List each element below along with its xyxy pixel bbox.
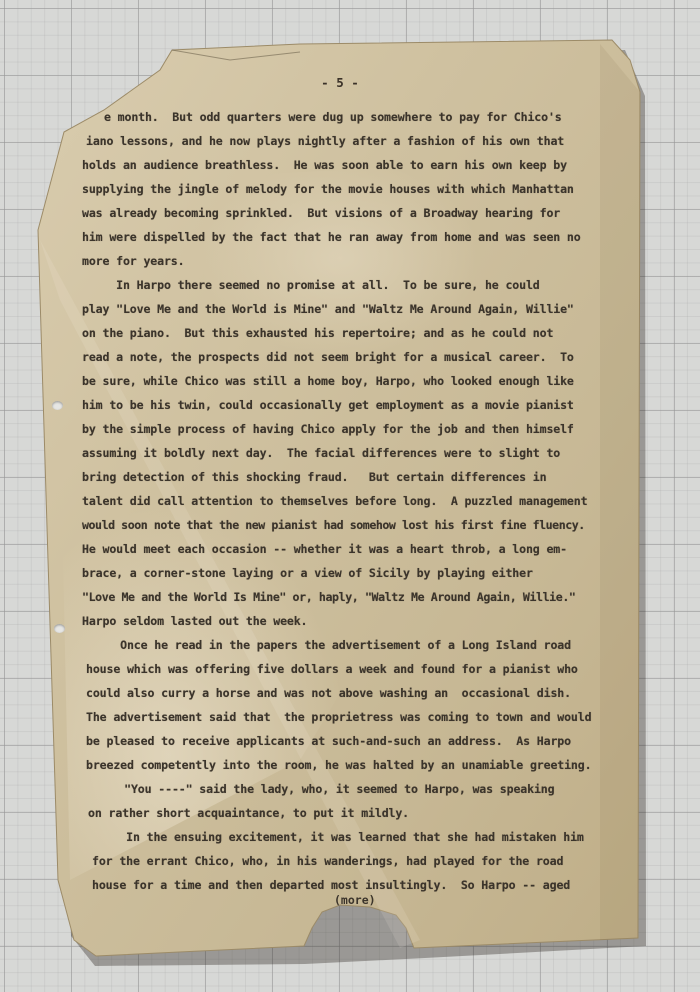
text-line: iano lessons, and he now plays nightly after a fashion of his own that [86,134,565,148]
text-line: He would meet each occasion -- whether it was a heart throb, a long em- [82,542,567,556]
text-line: could also curry a horse and was not above washing an occasional dish. [86,686,571,700]
text-line: brace, a corner-stone laying or a view of Sicily by playing either [82,566,533,580]
text-line: house for a time and then departed most insultingly. So Harpo -- aged [92,878,571,892]
text-line: would soon note that the new pianist had somehow lost his first fine fluency. [82,518,585,532]
text-line: assuming it boldly next day. The facial differences were to slight to [82,446,561,460]
text-line: talent did call attention to themselves before long. A puzzled management [82,494,588,508]
text-line: holds an audience breathless. He was soon able to earn his own keep by [82,158,567,172]
text-line: be sure, while Chico was still a home boy, Harpo, who looked enough like [82,374,574,388]
text-line: for the errant Chico, who, in his wanderings, had played for the road [92,854,564,868]
text-line: Once he read in the papers the advertisement of a Long Island road [86,638,571,652]
text-line: read a note, the prospects did not seem bright for a musical career. To [82,350,574,364]
text-line: play "Love Me and the World is Mine" and "Waltz Me Around Again, Willie" [82,302,574,316]
text-line: house which was offering five dollars a week and found for a pianist who [86,662,578,676]
text-line: on the piano. But this exhausted his repertoire; and as he could not [82,326,554,340]
text-line: be pleased to receive applicants at such-and-such an address. As Harpo [86,734,571,748]
text-line: him to be his twin, could occasionally get employment as a movie pianist [82,398,574,412]
text-line: supplying the jingle of melody for the movie houses with which Manhattan [82,182,574,196]
text-line: bring detection of this shocking fraud. But certain differences in [82,470,547,484]
text-line: "Love Me and the World Is Mine" or, haply, "Waltz Me Around Again, Willie." [82,590,576,604]
text-line: was already becoming sprinkled. But visions of a Broadway hearing for [82,206,561,220]
text-line: by the simple process of having Chico apply for the job and then himself [82,422,574,436]
text-line: on rather short acquaintance, to put it mildly. [88,806,410,820]
more-continuation-label: (more) [334,893,376,907]
text-line: Harpo seldom lasted out the week. [82,614,308,628]
text-line: him were dispelled by the fact that he ran away from home and was seen no [82,230,581,244]
text-line: more for years. [82,254,185,268]
text-line: "You ----" said the lady, who, it seemed to Harpo, was speaking [90,782,555,796]
text-line: The advertisement said that the proprietress was coming to town and would [86,710,592,724]
text-line: breezed competently into the room, he was halted by an unamiable greeting. [86,758,592,772]
text-line: e month. But odd quarters were dug up somewhere to pay for Chico's [104,110,562,124]
text-line: In Harpo there seemed no promise at all. To be sure, he could [82,278,540,292]
text-line: In the ensuing excitement, it was learned that she had mistaken him [92,830,584,844]
page-number: - 5 - [321,75,359,90]
